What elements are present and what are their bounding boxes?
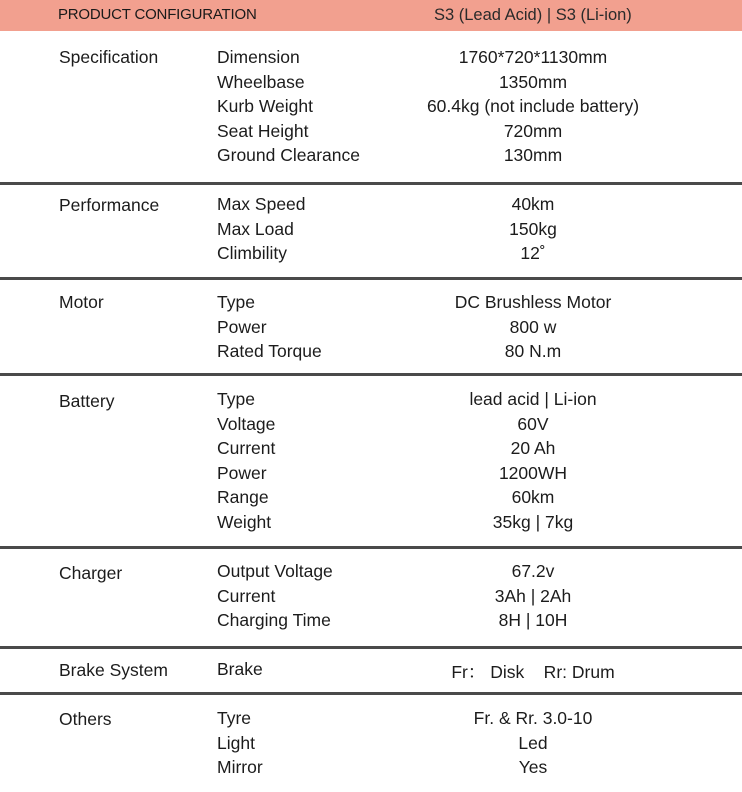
spec-label: Power: [217, 316, 267, 337]
spec-label: Wheelbase: [217, 71, 305, 92]
spec-value: 20 Ah: [510, 438, 556, 458]
spec-value: 3Ah | 2Ah: [494, 585, 572, 606]
spec-section: [0, 549, 742, 649]
spec-label: Range: [217, 487, 269, 507]
spec-row: [0, 610, 742, 635]
spec-row: [0, 317, 742, 342]
spec-label: Type: [217, 292, 255, 312]
spec-section: [0, 185, 742, 280]
spec-value: 35kg | 7kg: [492, 511, 574, 532]
spec-label: Kurb Weight: [217, 96, 313, 116]
spec-row: [0, 96, 742, 121]
spec-section: [0, 649, 742, 695]
spec-row: [0, 194, 742, 219]
spec-label: Mirror: [217, 757, 263, 777]
spec-label: Charging Time: [217, 610, 331, 630]
spec-value: 80 N.m: [504, 341, 562, 361]
spec-value: Fr： Disk Rr: Drum: [451, 662, 615, 682]
spec-row: [0, 487, 742, 512]
section-category: Performance: [59, 195, 160, 215]
spec-value: Led: [518, 732, 548, 753]
spec-row: [0, 145, 742, 170]
spec-row: [0, 512, 742, 537]
spec-section: [0, 376, 742, 549]
spec-label: Tyre: [217, 708, 252, 728]
spec-value: 60V: [517, 413, 549, 434]
spec-label: Current: [217, 585, 276, 606]
spec-row: [0, 341, 742, 366]
spec-section: [0, 280, 742, 376]
spec-value: 67.2v: [511, 561, 555, 581]
spec-label: Max Speed: [217, 194, 306, 214]
spec-label: Seat Height: [217, 120, 309, 141]
spec-row: [0, 586, 742, 611]
spec-value: lead acid | Li-ion: [469, 389, 597, 409]
header-models: S3 (Lead Acid) | S3 (Li-ion): [434, 6, 632, 24]
section-category: Motor: [59, 292, 104, 312]
spec-value: 1760*720*1130mm: [458, 47, 608, 67]
spec-value: 40km: [511, 194, 555, 214]
spec-value: 8H | 10H: [498, 610, 568, 630]
spec-label: Output Voltage: [217, 561, 333, 581]
spec-label: Brake: [217, 659, 263, 679]
spec-value: Fr. & Rr. 3.0-10: [473, 708, 593, 728]
spec-row: [0, 463, 742, 488]
spec-row: [0, 292, 742, 317]
spec-value: 800 w: [509, 316, 557, 337]
spec-value: 1200WH: [498, 462, 568, 483]
spec-value: 150kg: [509, 218, 557, 239]
spec-value: Yes: [518, 757, 548, 777]
spec-label: Weight: [217, 511, 272, 532]
spec-label: Ground Clearance: [217, 145, 360, 165]
spec-label: Current: [217, 438, 276, 458]
spec-table: [0, 31, 742, 792]
spec-value: DC Brushless Motor: [454, 292, 612, 312]
spec-label: Light: [217, 732, 255, 753]
section-category: Charger: [59, 563, 123, 583]
spec-value: 1350mm: [498, 71, 568, 92]
spec-value: 60km: [511, 487, 555, 507]
spec-row: [0, 414, 742, 439]
section-category: Brake System: [59, 660, 168, 680]
spec-label: Dimension: [217, 47, 300, 67]
spec-value: 720mm: [503, 120, 563, 141]
spec-label: Type: [217, 389, 255, 409]
spec-label: Power: [217, 462, 267, 483]
spec-section: [0, 31, 742, 185]
spec-row: [0, 561, 742, 586]
spec-row: [0, 243, 742, 268]
spec-row: [0, 47, 742, 72]
spec-value: 130mm: [503, 145, 563, 165]
spec-row: [0, 121, 742, 146]
spec-row: [0, 733, 742, 758]
spec-row: [0, 438, 742, 463]
spec-row: [0, 757, 742, 782]
spec-row: [0, 708, 742, 733]
spec-label: Rated Torque: [217, 341, 322, 361]
spec-value: 60.4kg (not include battery): [426, 96, 640, 116]
spec-label: Max Load: [217, 218, 294, 239]
spec-row: [0, 389, 742, 414]
spec-section: [0, 695, 742, 792]
section-category: Specification: [59, 47, 159, 67]
section-category: Battery: [59, 391, 115, 411]
header-title: PRODUCT CONFIGURATION: [58, 6, 257, 23]
spec-value: 12˚: [520, 243, 546, 263]
spec-row: [0, 659, 742, 684]
spec-label: Voltage: [217, 413, 276, 434]
section-category: Others: [59, 709, 112, 729]
spec-row: [0, 219, 742, 244]
spec-row: [0, 72, 742, 97]
spec-label: Climbility: [217, 243, 287, 263]
config-header: [0, 0, 742, 31]
